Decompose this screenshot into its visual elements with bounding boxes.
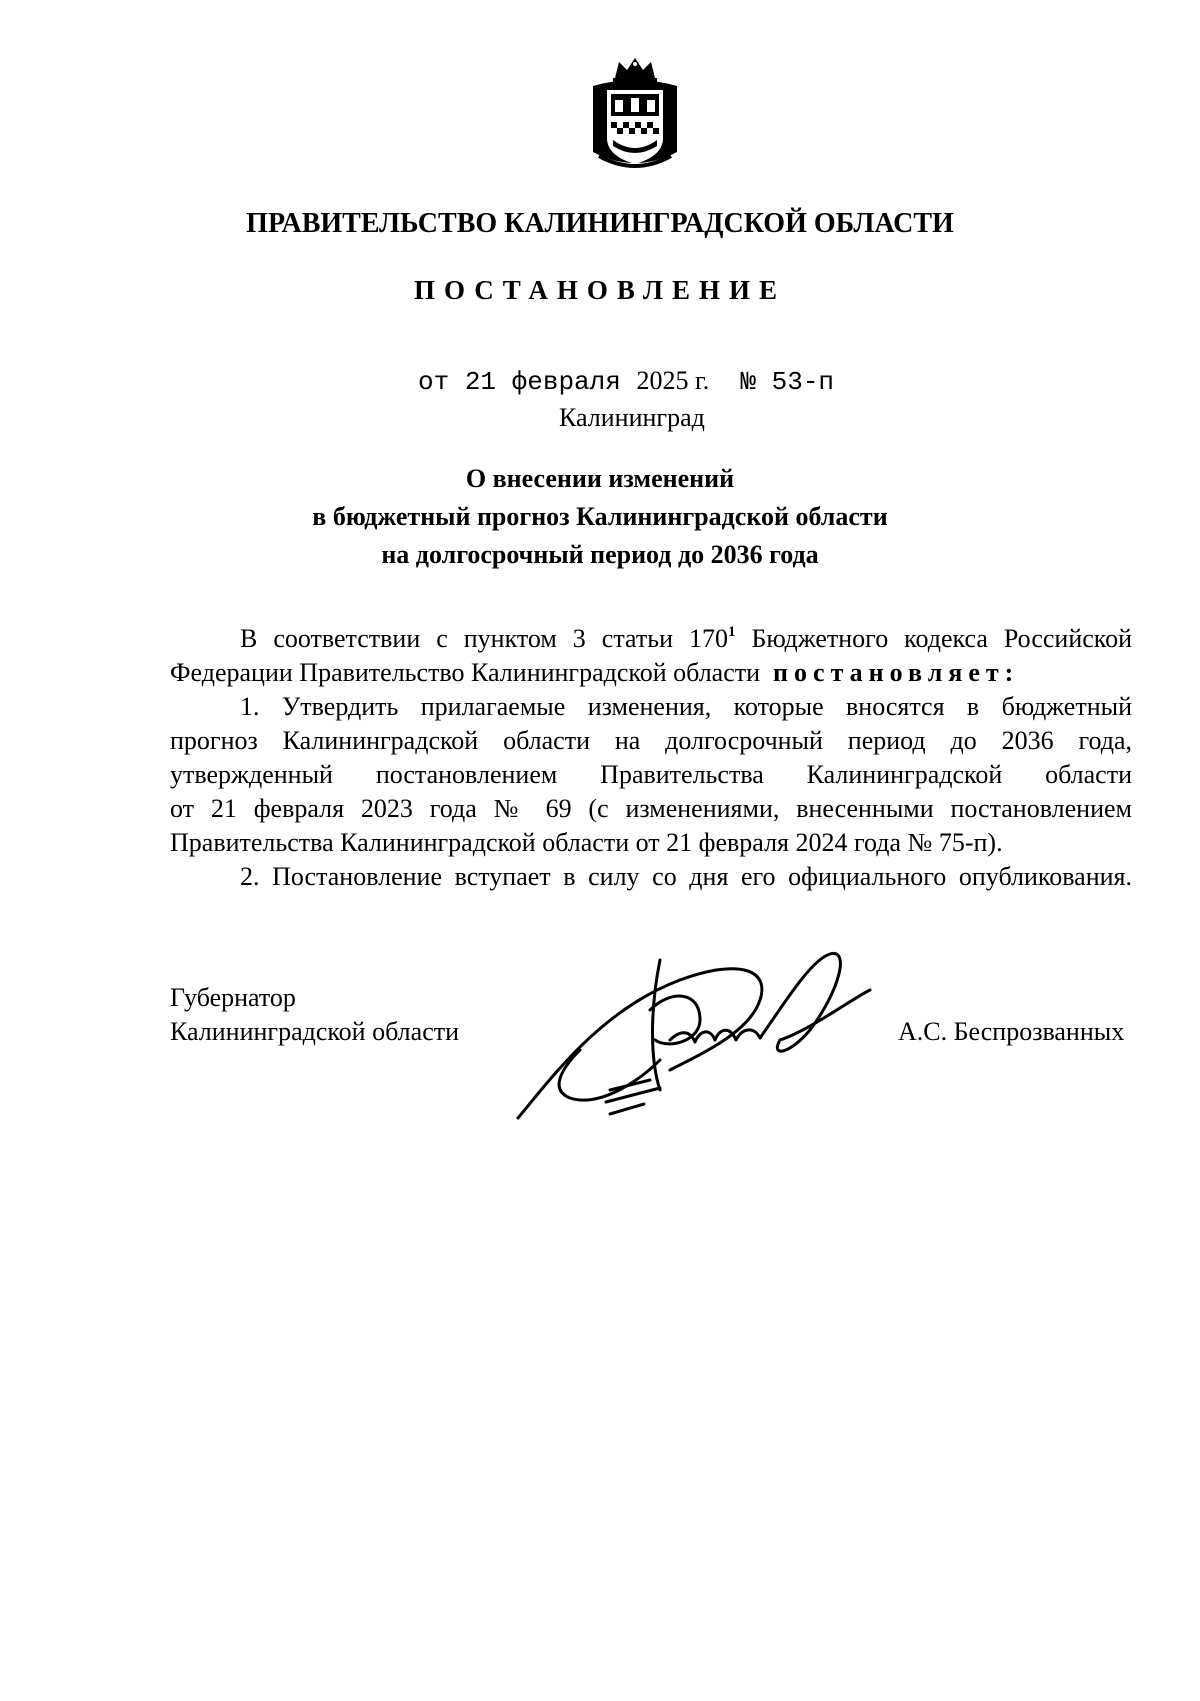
body-paragraph-preamble: В соответствии с пунктом 3 статьи $170^1$ Бюджетного кодекса Российской [240, 624, 1133, 653]
signatory-name: А.С. Беспрозванных [898, 1017, 1125, 1046]
body-item-1: утвержденный постановлением Правительства Калининградской области [170, 760, 1132, 789]
signatory-position: Губернатор [170, 983, 296, 1012]
date-day-month: 21 февраля [464, 367, 621, 397]
body-paragraph-preamble: Федерации Правительство Калининградской области постановляет: [170, 658, 1020, 687]
document-number: № 53-п [740, 367, 835, 397]
body-item-1: 1. Утвердить прилагаемые изменения, которые вносятся в бюджетный [240, 692, 1132, 721]
document-type: ПОСТАНОВЛЕНИЕ [413, 275, 787, 305]
document-city: Калининград [559, 403, 705, 432]
article-superscript: 1 [728, 624, 736, 641]
body-item-1: прогноз Калининградской области на долгосрочный период до 2036 года, [170, 726, 1132, 755]
signatory-position: Калининградской области [170, 1017, 460, 1046]
date-prefix: от [418, 367, 450, 397]
document-date-number [418, 366, 834, 397]
date-year: 2025 г. [636, 366, 710, 395]
coat-of-arms-icon [585, 56, 685, 174]
body-item-2: 2. Постановление вступает в силу со дня его официального опубликования. [240, 862, 1132, 891]
body-item-1: от 21 февраля 2023 года № 69 (с изменениями, внесенными постановлением [170, 794, 1132, 823]
subject-line: О внесении изменений [465, 464, 735, 493]
subject-line: на долгосрочный период до 2036 года [381, 540, 819, 569]
subject-line: в бюджетный прогноз Калининградской области [312, 502, 888, 531]
handwritten-signature [510, 930, 930, 1140]
body-item-1: Правительства Калининградской области от 21 февраля 2024 года № 75-п). [170, 828, 1003, 857]
decree-word: постановляет: [773, 658, 1020, 687]
government-title: ПРАВИТЕЛЬСТВО КАЛИНИНГРАДСКОЙ ОБЛАСТИ [246, 208, 954, 239]
